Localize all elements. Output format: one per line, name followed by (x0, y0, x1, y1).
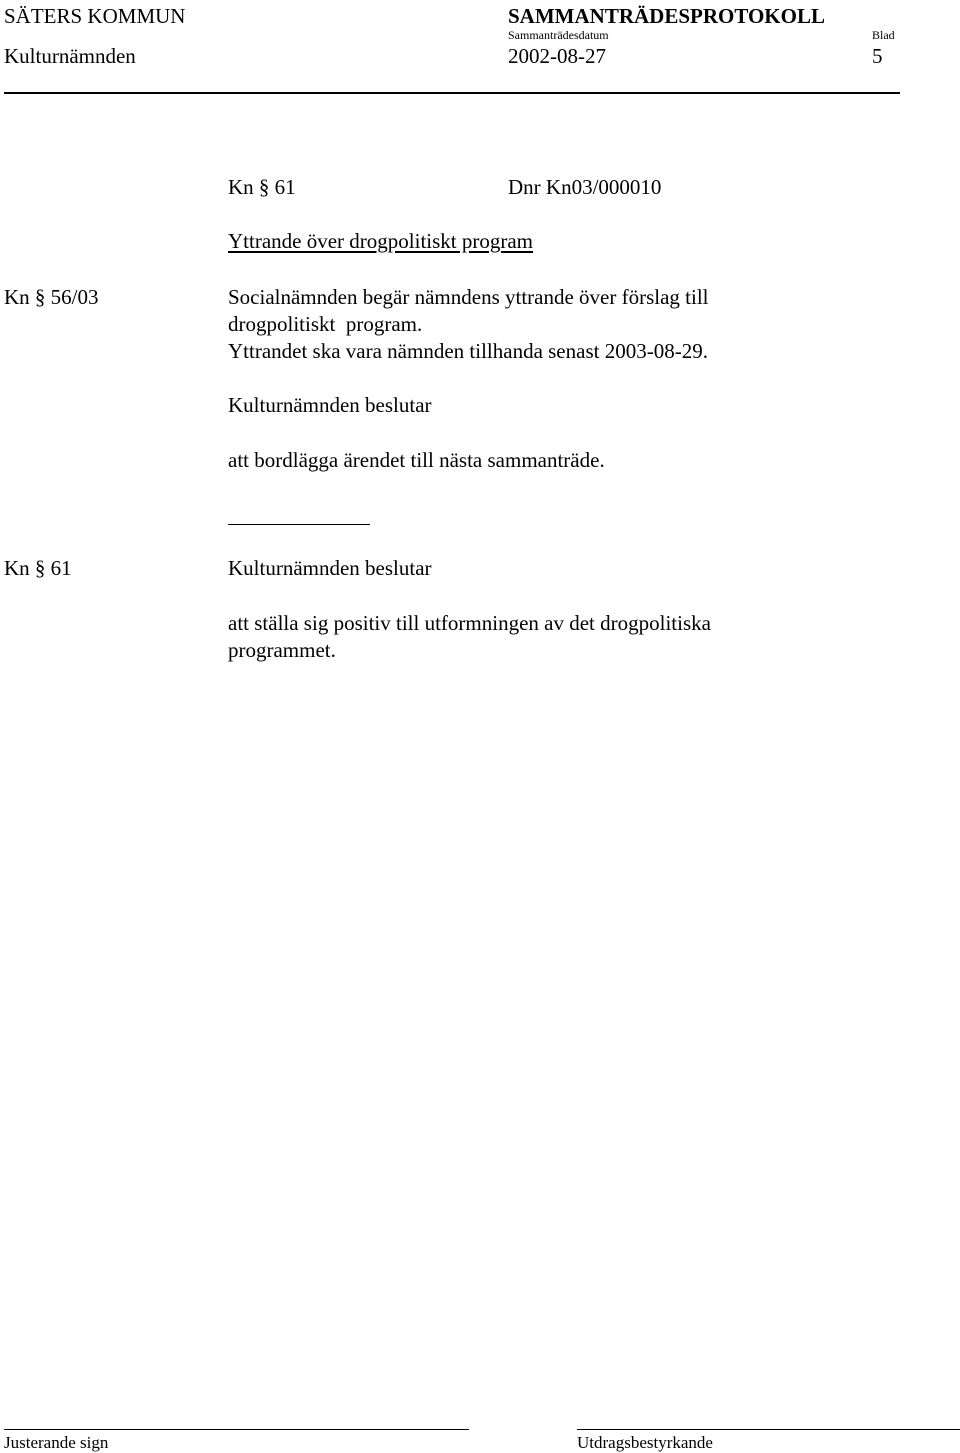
decision-text: att bordlägga ärendet till nästa sammanträde. (228, 448, 605, 472)
footer-left-label: Justerande sign (4, 1433, 109, 1452)
entry-text-line: Yttrandet ska vara nämnden tillhanda senast 2003-08-29. (228, 339, 708, 363)
decision-heading: Kulturnämnden beslutar (228, 393, 432, 417)
decision-heading: Kulturnämnden beslutar (228, 556, 432, 580)
decision-text-line: att ställa sig positiv till utformningen av det drogpolitiska (228, 611, 711, 635)
entry-ref: Kn § 56/03 (4, 285, 99, 309)
page-label: Blad (872, 28, 895, 42)
date-label: Sammanträdesdatum (508, 28, 609, 42)
entry-ref: Kn § 61 (4, 556, 72, 580)
item-number: Kn § 61 (228, 175, 296, 199)
entry-text-line: Socialnämnden begär nämndens yttrande över förslag till (228, 285, 709, 309)
document-type: SAMMANTRÄDESPROTOKOLL (508, 4, 825, 28)
page-number: 5 (872, 44, 883, 68)
section-divider (228, 524, 370, 525)
footer-rule-left (4, 1429, 469, 1430)
decision-text-line: programmet. (228, 638, 336, 662)
item-title: Yttrande över drogpolitiskt program (228, 229, 534, 253)
footer-right-label: Utdragsbestyrkande (577, 1433, 713, 1452)
item-dnr: Dnr Kn03/000010 (508, 175, 662, 199)
footer-rule-right (577, 1429, 960, 1430)
committee-name: Kulturnämnden (4, 44, 136, 68)
meeting-date: 2002-08-27 (508, 44, 606, 68)
entry-text-line: drogpolitiskt program. (228, 312, 423, 336)
header-rule (4, 92, 900, 94)
municipality-name: SÄTERS KOMMUN (4, 4, 186, 28)
